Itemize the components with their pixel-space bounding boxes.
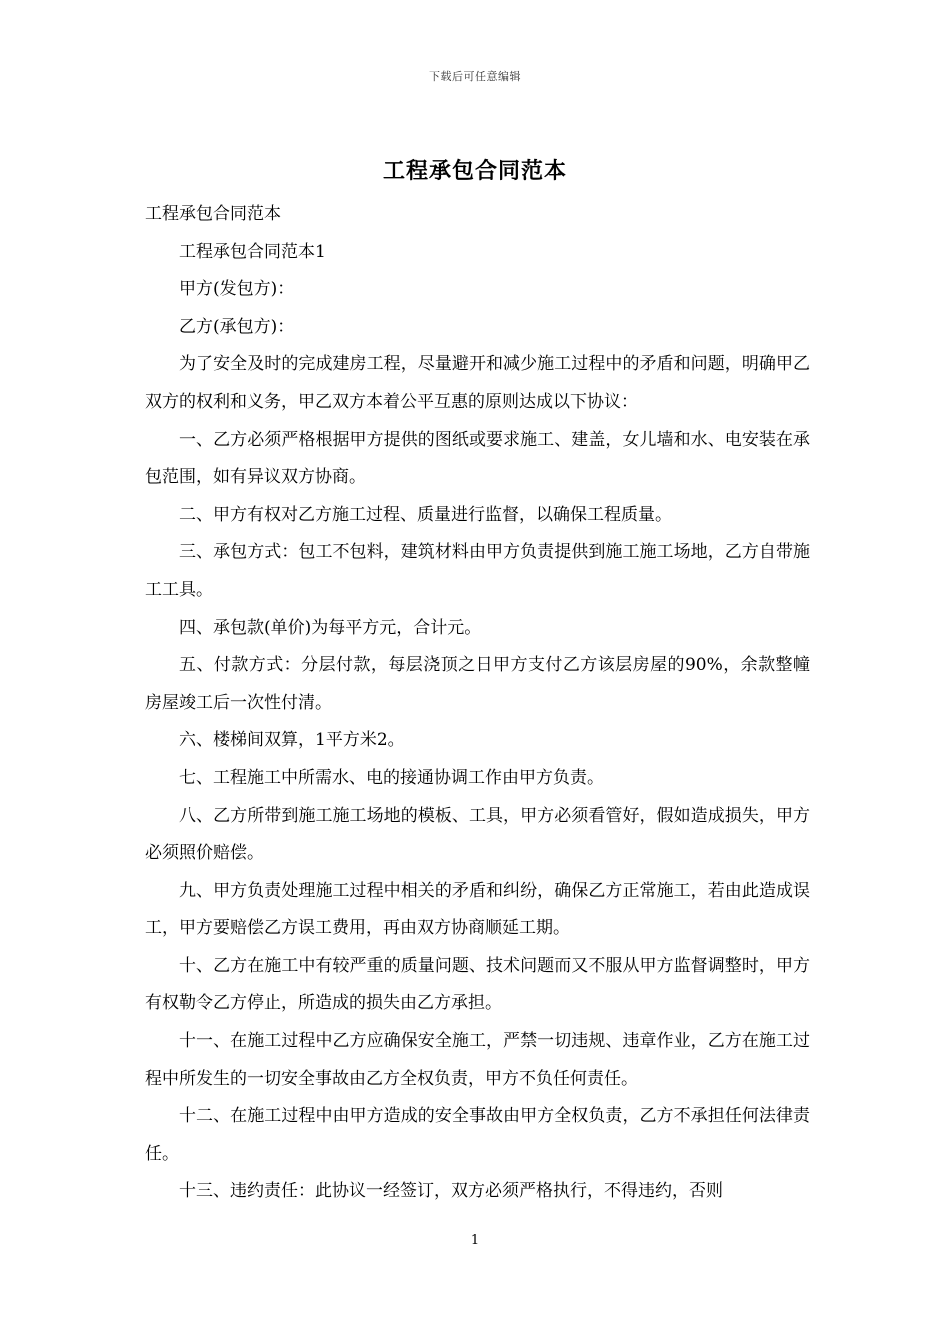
clause-13: 十三、违约责任：此协议一经签订，双方必须严格执行，不得违约，否则 <box>179 1181 723 1202</box>
clause-3: 三、承包方式：包工不包料，建筑材料由甲方负责提供到施工施工场地，乙方自带施工工具。 <box>145 542 810 600</box>
clause-7: 七、工程施工中所需水、电的接通协调工作由甲方负责。 <box>179 767 604 788</box>
preamble-paragraph: 为了安全及时的完成建房工程，尽量避开和减少施工过程中的矛盾和问题，明确甲乙双方的权利和义务，甲乙双方本着公平互惠的原则达成以下协议： <box>145 354 810 412</box>
clause-11: 十一、在施工过程中乙方应确保安全施工，严禁一切违规、违章作业，乙方在施工过程中所发生的一切安全事故由乙方全权负责，甲方不负任何责任。 <box>145 1031 810 1089</box>
header-note: 下载后可任意编辑 <box>429 70 521 83</box>
clause-10: 十、乙方在施工中有较严重的质量问题、技术问题而又不服从甲方监督调整时，甲方有权勒令乙方停止，所造成的损失由乙方承担。 <box>145 955 810 1014</box>
clause-2: 二、甲方有权对乙方施工过程、质量进行监督，以确保工程质量。 <box>179 504 672 525</box>
clause-12: 十二、在施工过程中由甲方造成的安全事故由甲方全权负责，乙方不承担任何法律责任。 <box>145 1106 810 1164</box>
page-number: 1 <box>470 1233 480 1248</box>
party-a-line: 甲方(发包方)： <box>179 279 295 300</box>
clause-6: 六、楼梯间双算，1平方米2。 <box>179 730 405 751</box>
clause-4: 四、承包款(单价)为每平方元，合计元。 <box>179 617 482 638</box>
clause-5: 五、付款方式：分层付款，每层浇顶之日甲方支付乙方该层房屋的90%，余款整幢房屋竣工后一次性付清。 <box>145 655 810 713</box>
document-body <box>145 196 810 1211</box>
party-b-line: 乙方(承包方)： <box>179 316 295 337</box>
clause-1: 一、乙方必须严格根据甲方提供的图纸或要求施工、建盖，女儿墙和水、电安装在承包范围，如有异议双方协商。 <box>145 429 810 488</box>
document-subtitle: 工程承包合同范本 <box>145 204 281 224</box>
clause-8: 八、乙方所带到施工施工场地的模板、工具，甲方必须看管好，假如造成损失，甲方必须照价赔偿。 <box>145 805 810 864</box>
document-title: 工程承包合同范本 <box>382 158 567 184</box>
heading-version: 工程承包合同范本1 <box>179 241 326 262</box>
clause-9: 九、甲方负责处理施工过程中相关的矛盾和纠纷，确保乙方正常施工，若由此造成误工，甲方要赔偿乙方误工费用，再由双方协商顺延工期。 <box>145 880 810 939</box>
